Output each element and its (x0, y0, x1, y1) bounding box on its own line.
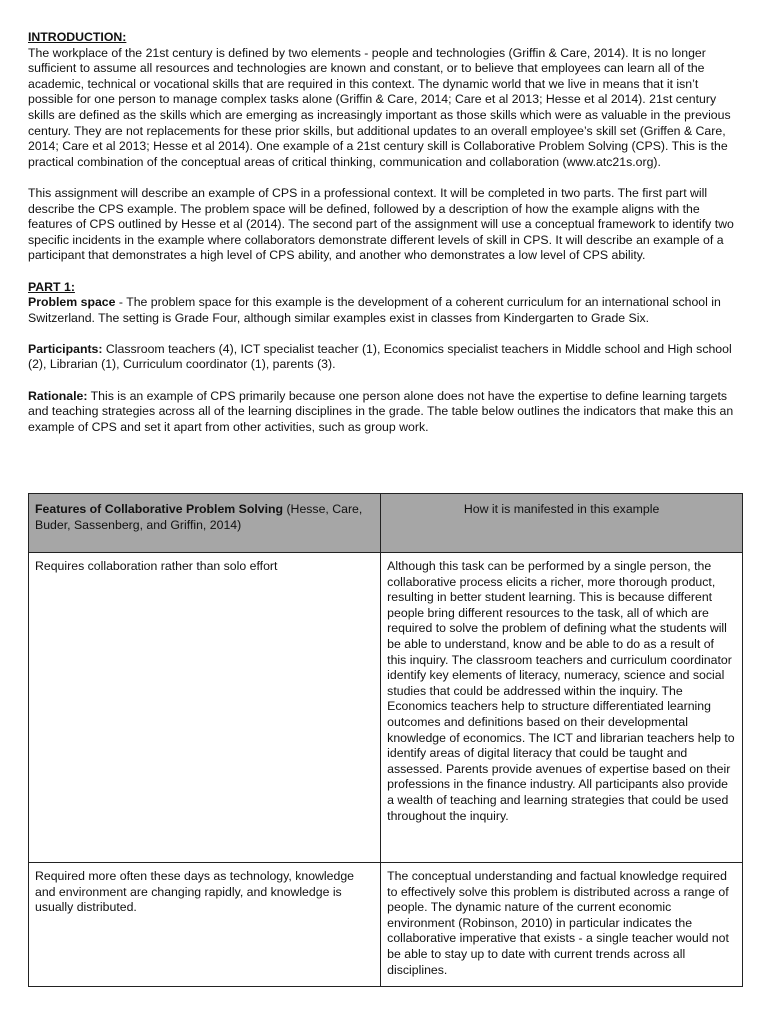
cps-features-table (28, 493, 743, 987)
document-body (28, 30, 744, 451)
header-features (29, 494, 381, 553)
header-features-citation: (Hesse, Care, Buder, Sassenberg, and Griffin, 2014) (35, 502, 363, 532)
intro-paragraph-2: This assignment will describe an example of CPS in a professional context. It will be completed in two parts. The first part will describe the CPS example. The problem space will be defined, followed by a description of how the example aligns with the features of CPS outlined by Hesse et al (2014). The second part of the assignment will use a conceptual framework to identify two specific incidents in the example where collaborators demonstrate different levels of skill in CPS. It will describe an example of a participant that demonstrates a high level of CPS ability, and another who demonstrates a low level of CPS ability. (28, 185, 734, 263)
header-manifestation: How it is manifested in this example (381, 494, 743, 553)
feature-cell: Requires collaboration rather than solo effort (29, 553, 381, 863)
header-features-title: Features of Collaborative Problem Solving (35, 502, 284, 516)
manifestation-cell: Although this task can be performed by a single person, the collaborative process elicits a richer, more thorough product, resulting in better student learning. This is because different people bring different resources to the task, all of which are required to solve the problem of defining what the students will be able to understand, know and be able to do as a result of this inquiry. The classroom teachers and curriculum coordinator identify key elements of literacy, numeracy, science and social studies that could be addressed within the inquiry. The Economics teachers help to structure differentiated learning outcomes and definitions based on their developmental knowledge of economics. The ICT and librarian teachers help to identify areas of digital literacy that could be taught and assessed. Parents provide avenues of expertise based on their professions in the finance industry. All participants also provide a wealth of teaching and learning strategies that could be used throughout the inquiry. (381, 553, 743, 863)
participants-label: Participants: (28, 341, 103, 356)
rationale-paragraph (28, 389, 744, 436)
intro-section (28, 30, 744, 170)
rationale-label: Rationale: (28, 388, 88, 403)
problem-space-label: Problem space (28, 295, 116, 310)
manifestation-cell: The conceptual understanding and factual knowledge required to effectively solve this problem is distributed across a range of people. The dynamic nature of the current economic environment (Robinson, 2010) in particular indicates the collaborative imperative that exists - a single teacher would not be able to stay up to date with current trends across all disciplines. (381, 863, 743, 987)
intro-heading: INTRODUCTION: (28, 30, 127, 44)
participants-text: Classroom teachers (4), ICT specialist teacher (1), Economics specialist teachers in Middle school and High school (2), Librarian (1), Curriculum coordinator (1), parents (3). (28, 341, 732, 372)
feature-cell: Required more often these days as technology, knowledge and environment are changing rapidly, and knowledge is usually distributed. (29, 863, 381, 987)
part1-heading: PART 1: (28, 279, 75, 294)
table-header-row (29, 494, 743, 553)
problem-space-text: - The problem space for this example is the development of a coherent curriculum for an international school in Switzerland. The setting is Grade Four, although similar examples exist in classes from Kindergarten to Grade Six. (28, 295, 721, 325)
participants-paragraph (28, 342, 744, 373)
table-row (29, 863, 743, 987)
intro-paragraph-1: The workplace of the 21st century is defined by two elements - people and technologies (Griffin & Care, 2014). It is no longer sufficient to assume all resources and technologies are known and constant, or to believe that employees can learn all of the academic, technical or vocational skills that are required in this context. The dynamic world that we live in means that it isn’t possible for one person to manage complex tasks alone (Griffin & Care, 2014; Care et al 2013; Hesse et al 2014). 21st century skills are defined as the skills which are emerging as increasingly important as those skills which were as valuable in the previous century. They are not replacements for these prior skills, but additional updates to an overall employee’s skill set (Griffen & Care, 2014; Care et al 2013; Hesse et al 2014). One example of a 21st century skill is Collaborative Problem Solving (CPS). This is the practical combination of the conceptual areas of critical thinking, communication and collaboration (www.atc21s.org). (28, 45, 731, 169)
rationale-text: This is an example of CPS primarily because one person alone does not have the expertise to define learning targets and teaching strategies across all of the learning disciplines in the grade. The table below outlines the indicators that make this an example of CPS and set it apart from other activities, such as group work. (28, 388, 734, 434)
table-row (29, 553, 743, 863)
part1-section (28, 280, 744, 327)
